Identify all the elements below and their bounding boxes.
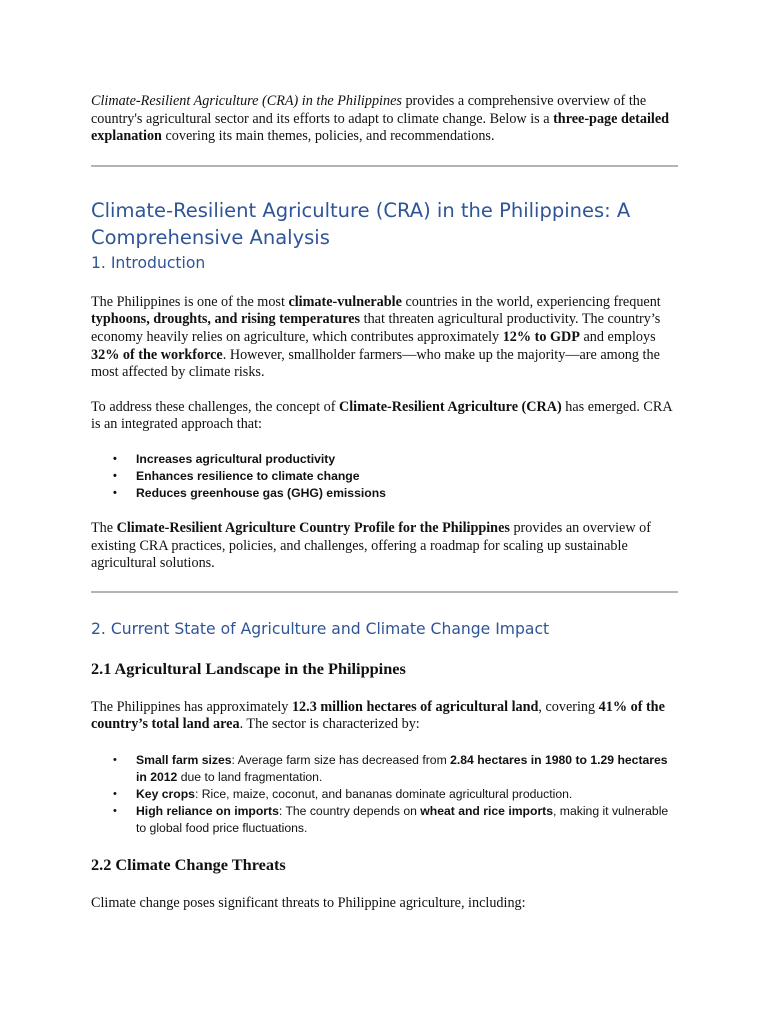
bold-run: Climate-Resilient Agriculture Country Profile for the Philippines <box>116 519 510 536</box>
bold-run: 2.84 hectares in 1980 to 1.29 hectares in 2012 <box>136 752 668 784</box>
list-item <box>91 803 678 837</box>
text-run: : The country depends on <box>278 803 421 818</box>
intro-text: provides a comprehensive overview of the country's agricultural sector and its efforts to adapt to climate change. Below is a <box>91 93 647 127</box>
horizontal-rule <box>91 165 678 167</box>
bold-run: 12% to GDP <box>502 328 580 345</box>
text-run: : Average farm size has decreased from <box>231 752 451 767</box>
intro-text-end: covering its main themes, policies, and recommendations. <box>161 128 495 145</box>
horizontal-rule <box>91 591 678 593</box>
section-heading-current-state: 2. Current State of Agriculture and Climate Change Impact <box>91 619 550 638</box>
cra-bullet-list <box>91 451 678 502</box>
text-run: The <box>91 519 117 536</box>
landscape-bullet-list <box>91 752 678 837</box>
introduction-paragraph-3 <box>91 520 678 573</box>
text-run: To address these challenges, the concept of <box>91 398 339 415</box>
subsection-heading-threats: 2.2 Climate Change Threats <box>91 854 286 874</box>
text-run: has emerged. CRA is an integrated approach that: <box>91 398 672 433</box>
bold-run: Small farm sizes <box>136 752 232 767</box>
bullet-icon: • <box>113 452 117 465</box>
threats-paragraph: Climate change poses significant threats to Philippine agriculture, including: <box>91 894 526 911</box>
text-run: due to land fragmentation. <box>177 769 323 784</box>
bullet-icon: • <box>113 486 117 499</box>
bold-run: Climate-Resilient Agriculture (CRA) <box>338 398 562 415</box>
document-body <box>91 93 678 913</box>
list-item-text: Reduces greenhouse gas (GHG) emissions <box>136 485 386 500</box>
bold-run: Key crops <box>136 786 195 801</box>
list-item <box>91 468 678 485</box>
bold-run: 41% of the country’s total land area <box>91 698 665 733</box>
landscape-paragraph <box>91 699 678 734</box>
bold-run: climate-vulnerable <box>288 293 402 310</box>
list-item-text: Increases agricultural productivity <box>136 451 336 466</box>
bold-run: 12.3 million hectares of agricultural land <box>291 698 539 715</box>
bold-run: wheat and rice imports <box>420 803 554 818</box>
bullet-icon: • <box>113 787 117 800</box>
list-item <box>91 752 678 786</box>
text-run: provides an overview of existing CRA practices, policies, and challenges, offering a roadmap for scaling up sustainable agricultural solutions. <box>91 519 651 572</box>
list-item <box>91 451 678 468</box>
text-run: The Philippines has approximately <box>91 698 292 715</box>
list-item <box>91 786 678 803</box>
intro-bold-text: three-page detailed explanation <box>91 110 670 145</box>
bold-run: 32% of the workforce <box>91 346 223 363</box>
bullet-icon: • <box>113 469 117 482</box>
list-item <box>91 485 678 502</box>
bold-run: High reliance on imports <box>136 803 279 818</box>
text-run: : Rice, maize, coconut, and bananas dominate agricultural production. <box>194 786 573 801</box>
text-run: , covering <box>538 698 599 715</box>
text-run: The Philippines is one of the most <box>91 293 289 310</box>
list-item-text: Enhances resilience to climate change <box>136 468 360 483</box>
text-run: , making it vulnerable to global food price fluctuations. <box>136 803 669 835</box>
introduction-paragraph-1 <box>91 294 678 382</box>
bold-run: typhoons, droughts, and rising temperatures <box>91 311 361 328</box>
document-title: Climate-Resilient Agriculture (CRA) in the Philippines: A Comprehensive Analysis <box>91 198 631 249</box>
text-run: . However, smallholder farmers—who make up the majority—are among the most affected by climate risks. <box>91 346 660 381</box>
text-run: countries in the world, experiencing frequent <box>401 293 661 310</box>
subsection-heading-landscape: 2.1 Agricultural Landscape in the Philippines <box>91 658 406 678</box>
text-run: that threaten agricultural productivity. The country’s economy heavily relies on agriculture, which contributes approximately <box>91 311 661 345</box>
intro-paragraph <box>91 93 678 146</box>
intro-italic-title: Climate-Resilient Agriculture (CRA) in the Philippines <box>91 93 402 109</box>
introduction-paragraph-2 <box>91 399 678 434</box>
bullet-icon: • <box>113 753 117 766</box>
bullet-icon: • <box>113 804 117 817</box>
section-heading-introduction: 1. Introduction <box>91 253 206 272</box>
text-run: and employs <box>579 328 656 345</box>
text-run: . The sector is characterized by: <box>239 716 420 733</box>
